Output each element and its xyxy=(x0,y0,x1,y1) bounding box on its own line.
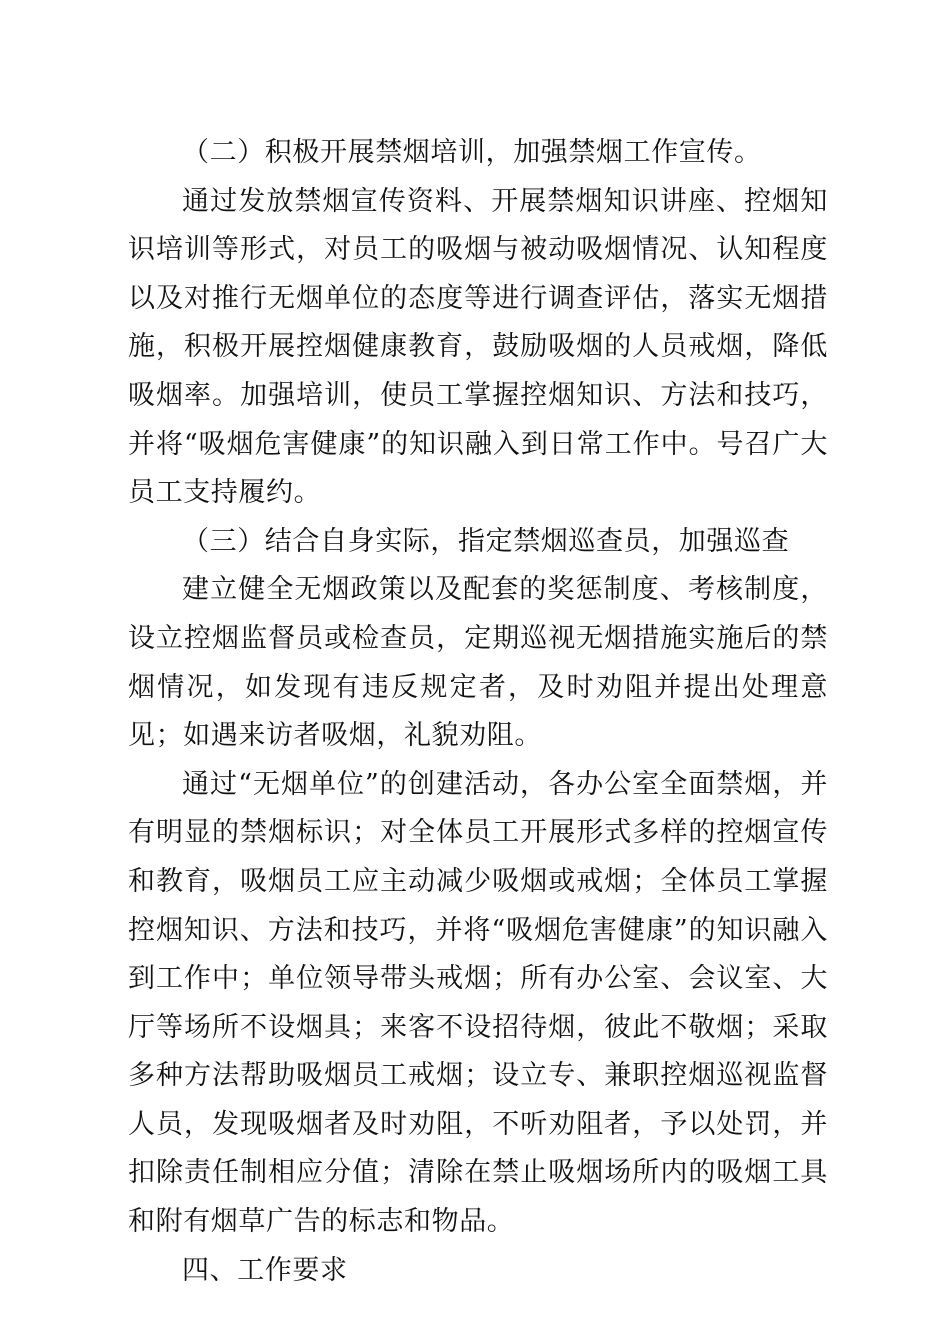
section-heading-2: （二）积极开展禁烟培训，加强禁烟工作宣传。 xyxy=(182,137,762,168)
paragraph-smoke-free-unit: 通过“无烟单位”的创建活动，各办公室全面禁烟，并有明显的禁烟标识；对全体员工开展形式多样的控烟宣传和教育，吸烟员工应主动减少吸烟或戒烟；全体员工掌握控烟知识、方法和技巧，并将“吸烟危害健康”的知识融入到工作中；单位领导带头戒烟；所有办公室、会议室、大厅等场所不设烟具；来客不设招待烟，彼此不敬烟；采取多种方法帮助吸烟员工戒烟；设立专、兼职控烟巡视监督人员，发现吸烟者及时劝阻，不听劝阻者，予以处罚，并扣除责任制相应分值；清除在禁止吸烟场所内的吸烟工具和附有烟草广告的标志和物品。 xyxy=(128,768,828,1238)
paragraph-inspection: 建立健全无烟政策以及配套的奖惩制度、考核制度，设立控烟监督员或检查员，定期巡视无烟措施实施后的禁烟情况，如发现有违反规定者，及时劝阻并提出处理意见；如遇来访者吸烟，礼貌劝阻。 xyxy=(128,574,828,752)
section-heading-3: （三）结合自身实际，指定禁烟巡查员，加强巡查 xyxy=(182,525,790,557)
document-body xyxy=(128,129,828,1295)
section-heading-4: 四、工作要求 xyxy=(182,1254,348,1286)
paragraph-training: 通过发放禁烟宣传资料、开展禁烟知识讲座、控烟知识培训等形式，对员工的吸烟与被动吸烟情况、认知程度以及对推行无烟单位的态度等进行调查评估，落实无烟措施，积极开展控烟健康教育，鼓励吸烟的人员戒烟，降低吸烟率。加强培训，使员工掌握控烟知识、方法和技巧，并将“吸烟危害健康”的知识融入到日常工作中。号召广大员工支持履约。 xyxy=(128,185,828,509)
